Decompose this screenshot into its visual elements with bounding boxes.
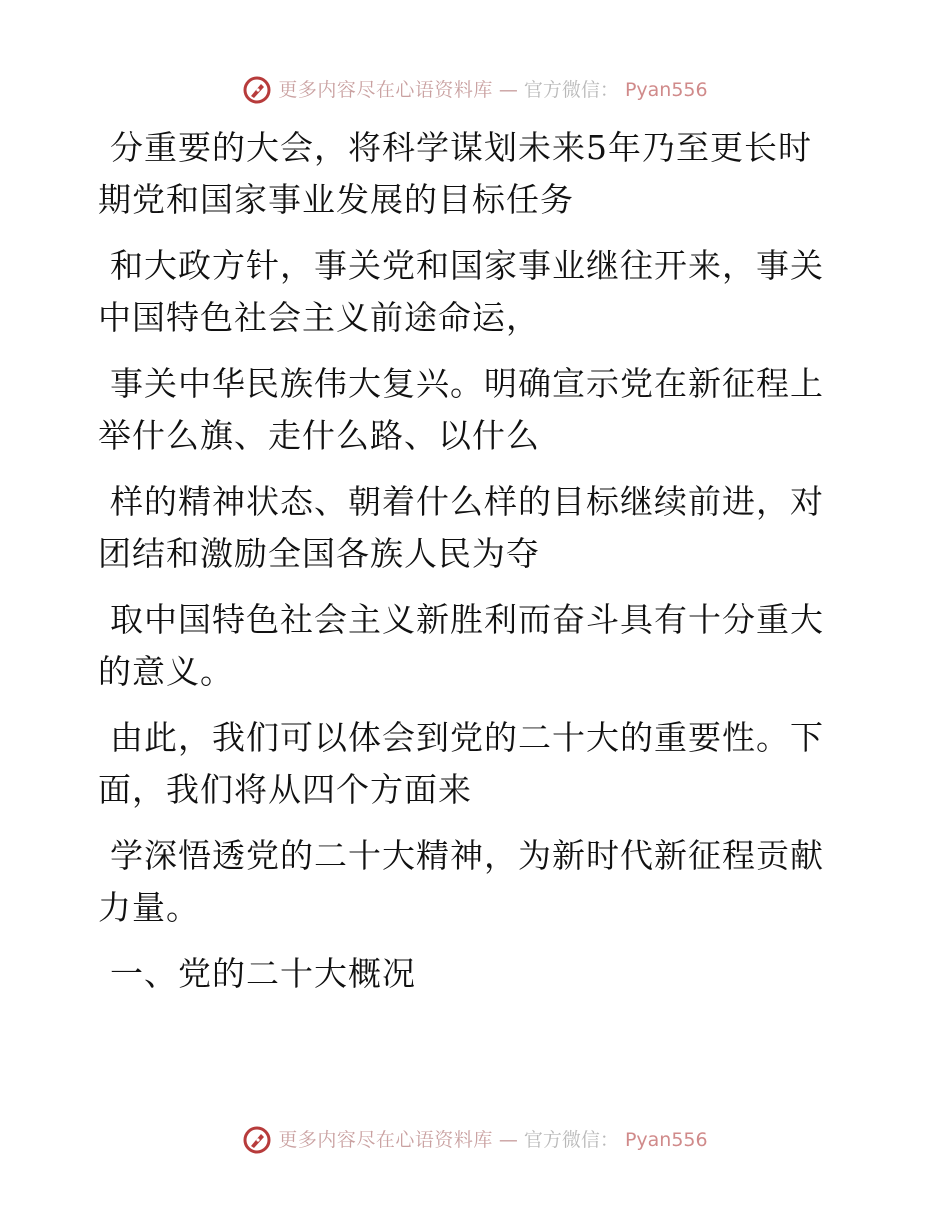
document-body: [98, 122, 838, 1000]
pen-nib-circle-icon: [242, 75, 272, 105]
paragraph-5: 取中国特色社会主义新胜利而奋斗具有十分重大的意义。: [98, 600, 824, 691]
footer-watermark: [0, 1125, 950, 1155]
watermark-brand-text: 更多内容尽在心语资料库: [278, 1129, 493, 1151]
paragraph-4: 样的精神状态、朝着什么样的目标继续前进，对团结和激励全国各族人民为夺: [98, 482, 824, 573]
watermark-brand-text: 更多内容尽在心语资料库: [278, 79, 493, 101]
watermark-contact-label: 官方微信：: [523, 79, 619, 101]
watermark-contact-id: Pyan556: [624, 79, 708, 101]
section-heading: 一、党的二十大概况: [110, 954, 416, 993]
watermark-dash: —: [498, 1129, 518, 1151]
paragraph-6: 由此，我们可以体会到党的二十大的重要性。下面，我们将从四个方面来: [98, 718, 824, 809]
paragraph-7: 学深悟透党的二十大精神，为新时代新征程贡献力量。: [98, 836, 824, 927]
watermark-dash: —: [498, 79, 518, 101]
header-watermark: [0, 75, 950, 105]
watermark-contact-label: 官方微信：: [523, 1129, 619, 1151]
paragraph-2: 和大政方针，事关党和国家事业继往开来，事关中国特色社会主义前途命运，: [98, 246, 824, 337]
pen-nib-circle-icon: [242, 1125, 272, 1155]
paragraph-1: 分重要的大会，将科学谋划未来5年乃至更长时期党和国家事业发展的目标任务: [98, 128, 812, 219]
paragraph-3: 事关中华民族伟大复兴。明确宣示党在新征程上举什么旗、走什么路、以什么: [98, 364, 824, 455]
watermark-contact-id: Pyan556: [624, 1129, 708, 1151]
